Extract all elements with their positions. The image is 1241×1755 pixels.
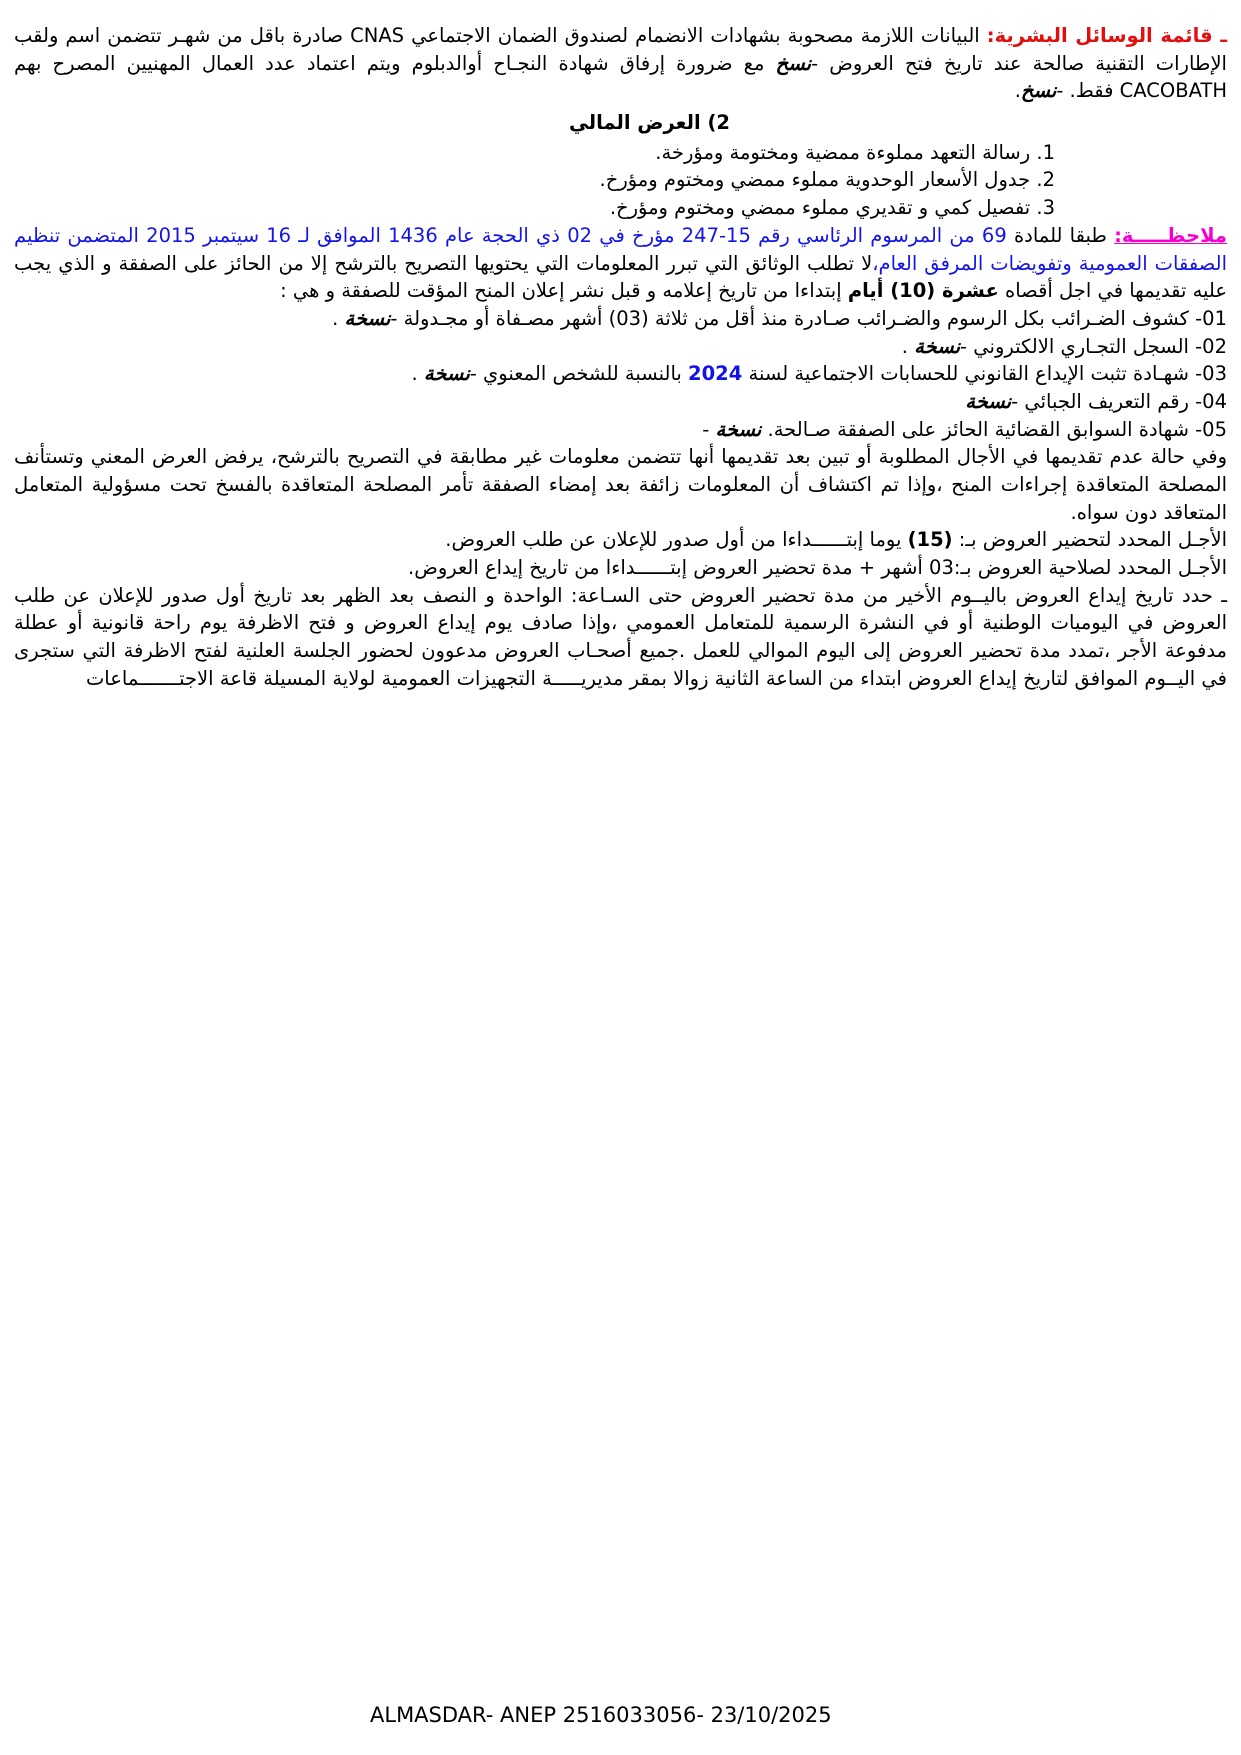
human-resources-text-3: . xyxy=(1014,79,1021,103)
financial-offer-heading: 2) العرض المالي xyxy=(569,111,730,135)
doc-item-02 xyxy=(14,333,1227,361)
doc-item-05-text: 05- شهادة السوابق القضائية الحائز على الصفقة صـالحة. xyxy=(761,417,1227,441)
human-resources-label: ـ قائمة الوسائل البشرية: xyxy=(986,24,1227,47)
doc-item-03-year: 2024 xyxy=(688,362,743,386)
doc-item-02-copy: نسخة xyxy=(914,334,961,358)
doc-item-04-copy: نسخة xyxy=(965,389,1012,413)
doc-item-03-text: 03- شهـادة تثبت الإيداع القانوني للحسابات الاجتماعية لسنة xyxy=(742,362,1227,386)
doc-item-05 xyxy=(14,416,1227,444)
preparation-deadline-text-1: الأجـل المحدد لتحضير العروض بـ: xyxy=(952,528,1227,552)
paragraph-submission-details: ـ حدد تاريخ إيداع العروض باليــوم الأخير من مدة تحضير العروض حتى السـاعة: الواحدة و النصف بعد الظهر بعد تاريخ أول صدور للإعلان عن طلب العروض في اليوميات الوطنية أو في النشرة الرسمية للمتعامل العمومي ،وإذا صادف يوم إيداع العروض و فتح الاظرفة يوم راحة قانونية أو عطلة مدفوعة الأجر ،تمدد مدة تحضير العروض إلى اليوم الموالي للعمل .جميع أصحـاب العروض مدعوون لحضور الجلسة العلنية لفتح الاظرفة التي ستجرى في اليــوم الموافق لتاريخ إيداع العروض ابتداء من الساعة الثانية زوالا بمقر مديريـــــة التجهيزات العمومية لولاية المسيلة قاعة الاجتـــــــماعات xyxy=(14,583,1227,690)
paragraph-note xyxy=(14,222,1227,305)
financial-list-item-3: 3. تفصيل كمي و تقديري مملوء ممضي ومختوم ومؤرخ. xyxy=(609,196,1055,220)
financial-list-item-2: 2. جدول الأسعار الوحدوية مملوء ممضي ومختوم ومؤرخ. xyxy=(599,168,1055,192)
doc-item-01-end: . xyxy=(332,306,345,330)
doc-item-03-end: . xyxy=(411,362,424,386)
doc-item-04-text: 04- رقم التعريف الجبائي - xyxy=(1011,389,1227,413)
doc-item-05-copy: نسخة xyxy=(715,417,762,441)
doc-item-03 xyxy=(14,360,1227,388)
human-resources-text-1: البيانات اللازمة مصحوبة بشهادات الانضمام لصندوق الضمان الاجتماعي CNAS صادرة باقل من شهـر تتضمن اسم ولقب الإطارات التقنية صالحة عند تاريخ فتح العروض - xyxy=(14,24,1227,75)
preparation-deadline-text-2: يوما إبتــــــداءا من أول صدور للإعلان عن طلب العروض. xyxy=(445,528,908,552)
paragraph-preparation-deadline xyxy=(14,526,1227,554)
financial-offer-list xyxy=(14,139,1227,222)
document-body xyxy=(0,0,1241,693)
financial-list-item-1: 1. رسالة التعهد مملوءة ممضية ومختومة ومؤرخة. xyxy=(655,140,1055,164)
note-text-1: طبقا للمادة xyxy=(1006,223,1115,247)
copies-word-1: نسخ xyxy=(775,51,812,75)
note-decree-reference: 69 من المرسوم الرئاسي رقم 15-247 مؤرخ في 02 ذي الحجة عام 1436 الموافق لـ 16 سيتمبر 2015 المتضمن تنظيم الصفقات العمومية وتفويضات المرفق العام، xyxy=(14,223,1227,275)
note-text-2: لا تطلب الوثائق التي تبرر المعلومات التي يحتويها التصريح بالترشح إلا من الحائز على الصفقة و الذي يجب عليه تقديمها في اجل أقصاه xyxy=(14,251,1227,303)
doc-item-03-text-2: بالنسبة للشخص المعنوي - xyxy=(469,362,689,386)
paragraph-validity-deadline: الأجـل المحدد لصلاحية العروض بـ:03 أشهر + مدة تحضير العروض إبتــــــداءا من تاريخ إيداع العروض. xyxy=(408,556,1227,580)
doc-item-02-end: . xyxy=(901,334,915,358)
doc-item-01-copy: نسخة xyxy=(344,306,391,330)
note-label: ملاحظـــــة: xyxy=(1114,223,1227,247)
doc-item-05-end: - xyxy=(702,417,716,441)
note-text-3: إبتداءا من تاريخ إعلامه و قبل نشر إعلان المنح المؤقت للصفقة و هي : xyxy=(280,279,848,303)
preparation-deadline-days: (15) xyxy=(907,528,953,552)
doc-item-04 xyxy=(14,388,1227,416)
doc-item-03-copy: نسخة xyxy=(423,362,470,386)
copies-word-2: نسخ xyxy=(1020,79,1057,103)
doc-item-02-text: 02- السجل التجـاري الالكتروني - xyxy=(960,334,1227,358)
note-ten-days: عشرة (10) أيام xyxy=(847,279,999,303)
doc-item-01 xyxy=(14,305,1227,333)
doc-item-01-text: 01- كشوف الضـرائب بكل الرسوم والضـرائب صـادرة منذ أقل من ثلاثة (03) أشهر مصـفاة أو مجـدولة - xyxy=(390,306,1227,330)
paragraph-rejection-clause: وفي حالة عدم تقديمها في الأجال المطلوبة أو تبين بعد تقديمها أنها تتضمن معلومات غير مطابقة في التصريح بالترشح، يرفض العرض المعني وتستأنف المصلحة المتعاقدة إجراءات المنح ،وإذا تم اكتشاف أن المعلومات زائفة بعد إمضاء الصفقة تأمر المصلحة المتعاقدة بالفسخ تحت مسؤولية المتعامل المتعاقد دون سواه. xyxy=(14,445,1227,524)
human-resources-text-2: مع ضرورة إرفاق شهادة النجـاح أوالدبلوم ويتم اعتماد عدد العمال المهنيين المصرح بهم CACOBATH فقط. - xyxy=(14,51,1227,103)
paragraph-human-resources xyxy=(14,22,1227,105)
anep-footer: ALMASDAR- ANEP 2516033056- 23/10/2025 xyxy=(370,1703,832,1727)
